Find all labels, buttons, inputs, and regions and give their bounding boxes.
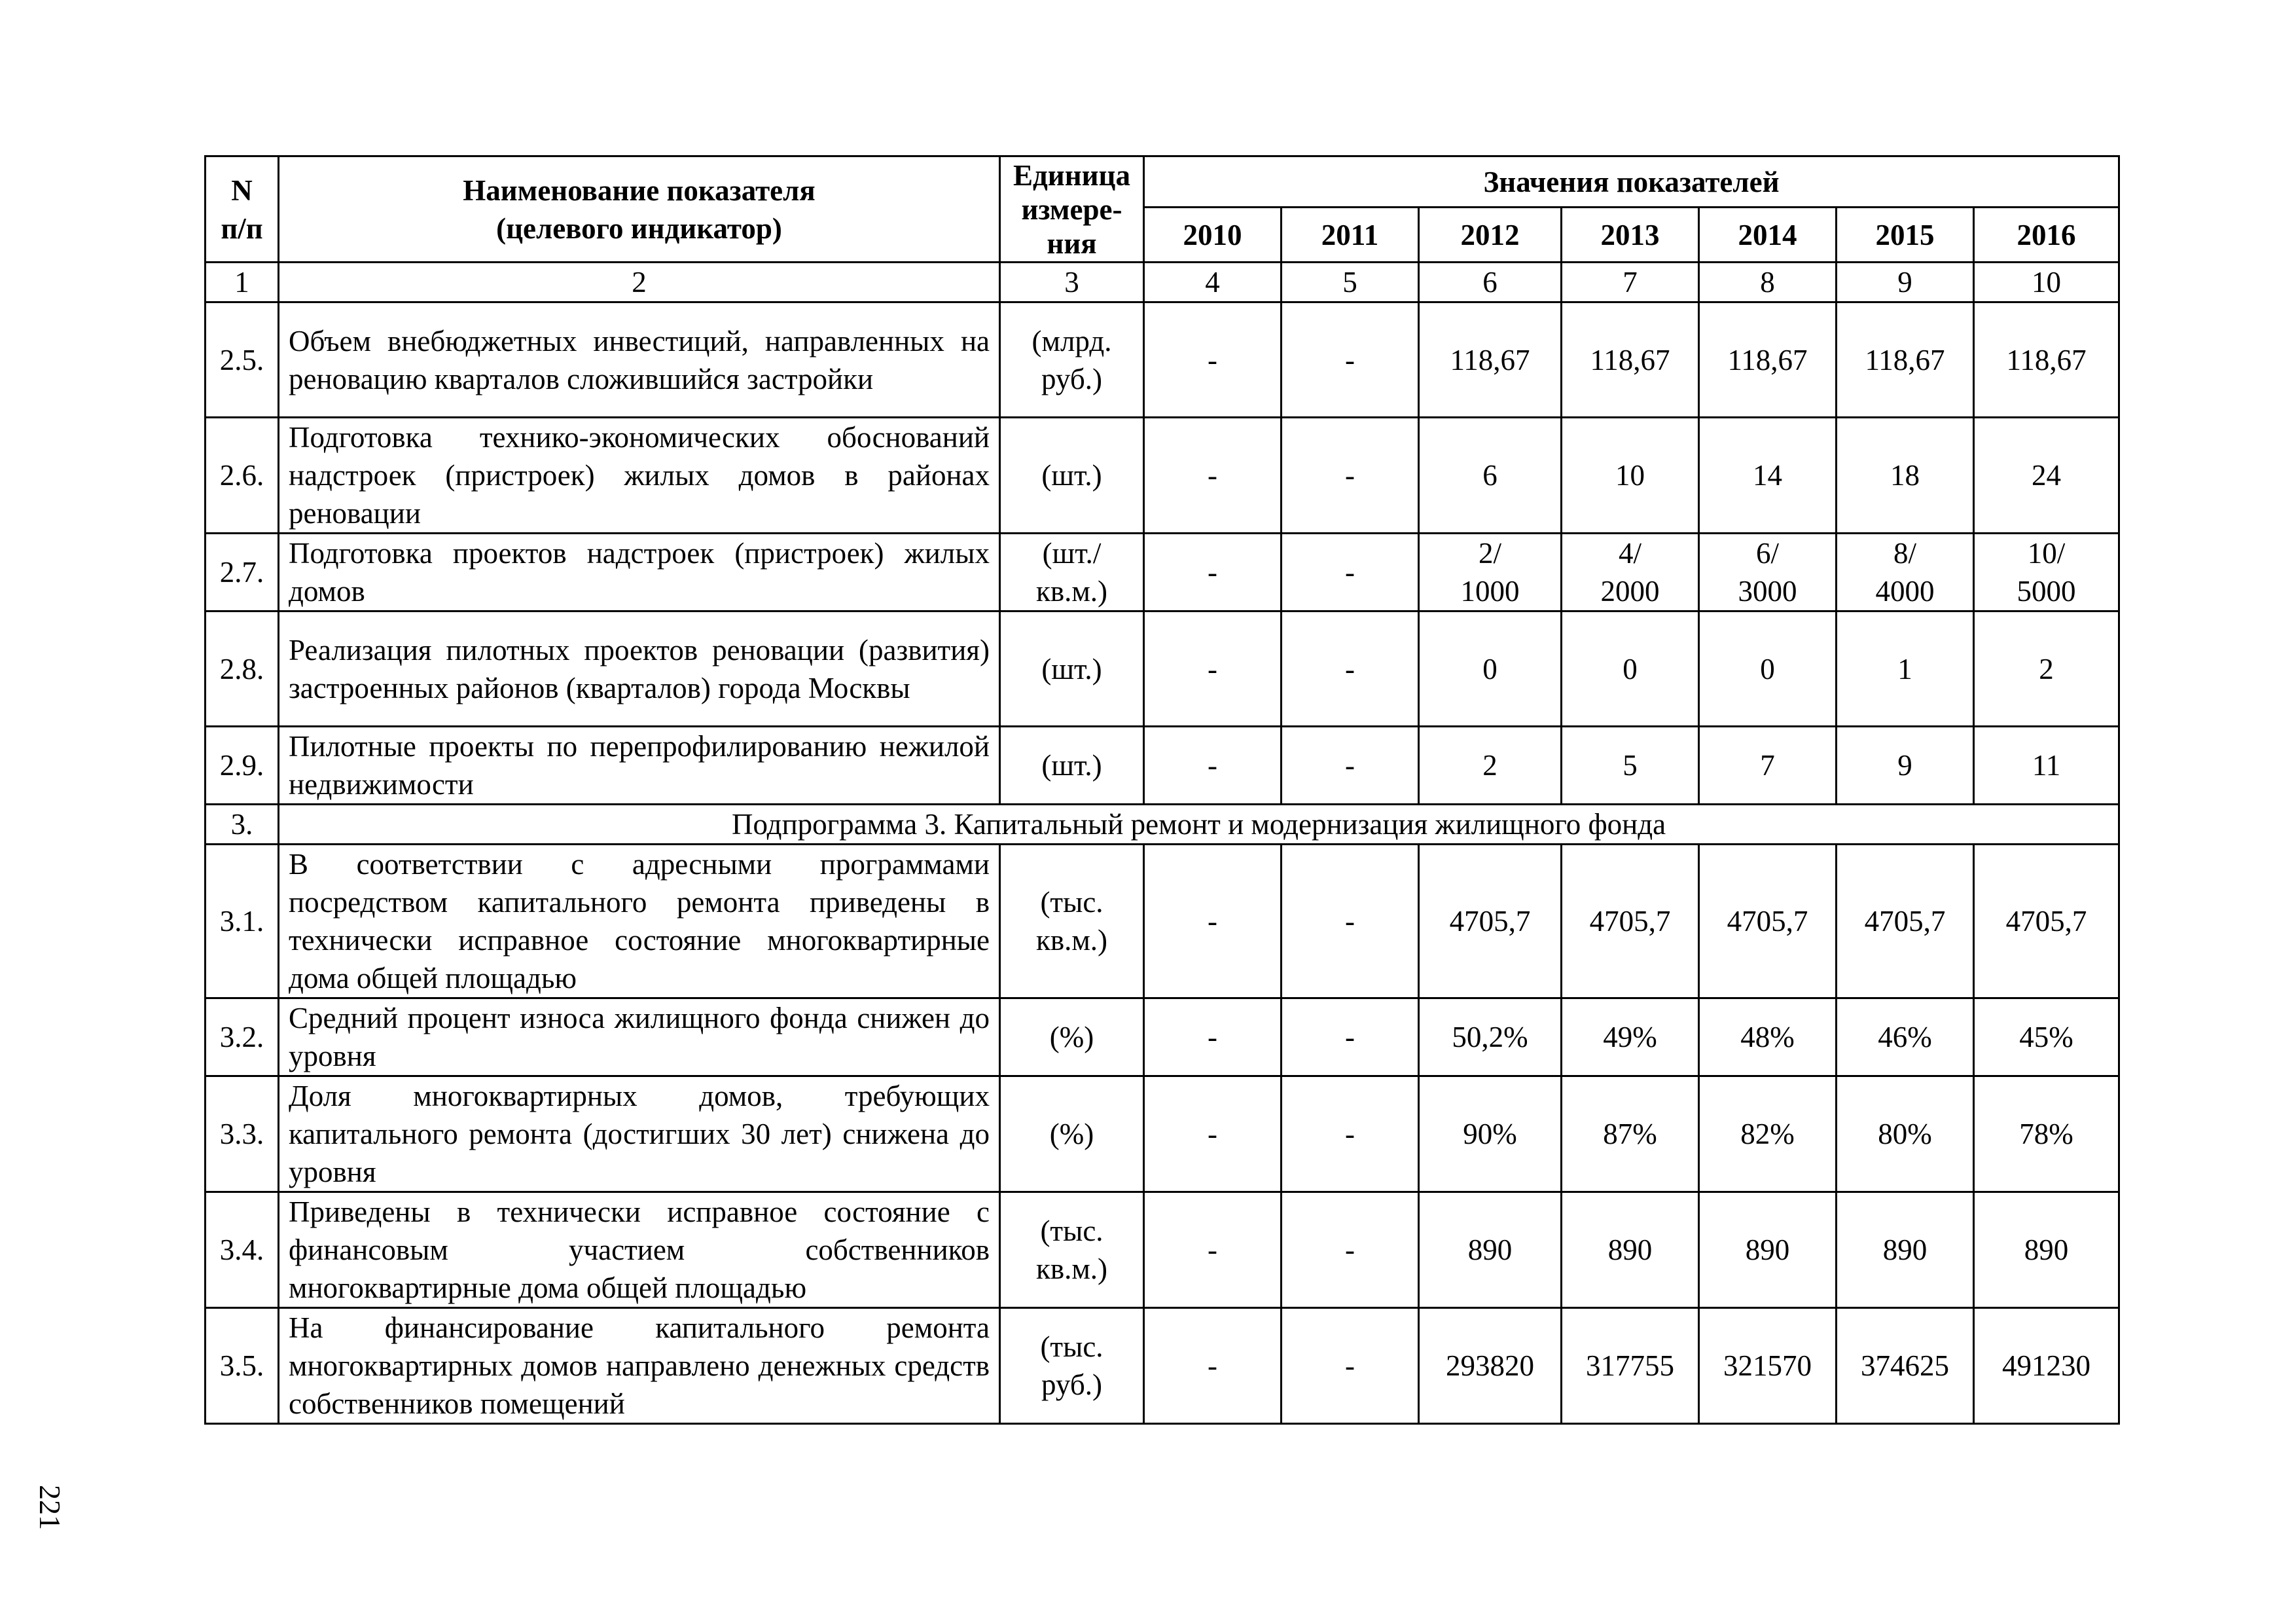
row-value: - <box>1282 727 1419 805</box>
row-name: В соответствии с адресными программами посредством капитального ремонта приведены в технически исправное состояние многоквартирные дома общей площадью <box>279 845 1000 998</box>
row-value: 317755 <box>1562 1308 1699 1424</box>
row-value: 491230 <box>1974 1308 2119 1424</box>
indicators-table <box>204 155 2120 1425</box>
row-name: Средний процент износа жилищного фонда снижен до уровня <box>279 998 1000 1076</box>
header-num: N п/п <box>206 156 279 263</box>
row-value: - <box>1282 845 1419 998</box>
row-value: - <box>1144 727 1282 805</box>
row-value: - <box>1282 611 1419 727</box>
row-value: - <box>1282 302 1419 418</box>
row-value: - <box>1144 611 1282 727</box>
column-number: 9 <box>1837 263 1974 302</box>
column-number: 4 <box>1144 263 1282 302</box>
row-value: 1 <box>1837 611 1974 727</box>
row-name: Приведены в технически исправное состояние с финансовым участием собственников многоквартирные дома общей площадью <box>279 1192 1000 1308</box>
row-number: 3.4. <box>206 1192 279 1308</box>
table-row <box>206 534 2119 611</box>
row-value: - <box>1282 1192 1419 1308</box>
row-value: - <box>1144 302 1282 418</box>
table-row <box>206 998 2119 1076</box>
row-value: - <box>1144 1076 1282 1192</box>
row-unit: (шт.) <box>1000 611 1144 727</box>
row-name: Объем внебюджетных инвестиций, направленных на реновацию кварталов сложившийся застройки <box>279 302 1000 418</box>
row-number: 3.1. <box>206 845 279 998</box>
row-value: 45% <box>1974 998 2119 1076</box>
row-name: Реализация пилотных проектов реновации (развития) застроенных районов (кварталов) города Москвы <box>279 611 1000 727</box>
row-value: 11 <box>1974 727 2119 805</box>
column-numbers-row <box>206 263 2119 302</box>
row-name: Подготовка проектов надстроек (пристроек) жилых домов <box>279 534 1000 611</box>
column-number: 10 <box>1974 263 2119 302</box>
row-value: 4705,7 <box>1699 845 1837 998</box>
row-name: Пилотные проекты по перепрофилированию нежилой недвижимости <box>279 727 1000 805</box>
table-row <box>206 1192 2119 1308</box>
row-value: 10 <box>1562 418 1699 534</box>
row-value: 118,67 <box>1974 302 2119 418</box>
header-year: 2016 <box>1974 208 2119 263</box>
row-number: 3.2. <box>206 998 279 1076</box>
row-value: 890 <box>1699 1192 1837 1308</box>
row-number: 3.3. <box>206 1076 279 1192</box>
row-value: - <box>1144 418 1282 534</box>
row-value: 0 <box>1562 611 1699 727</box>
section-3 <box>206 805 2119 845</box>
row-value: 890 <box>1419 1192 1562 1308</box>
row-value: - <box>1144 845 1282 998</box>
row-value: - <box>1144 534 1282 611</box>
column-number: 2 <box>279 263 1000 302</box>
row-name: Подготовка технико-экономических обоснований надстроек (пристроек) жилых домов в районах реновации <box>279 418 1000 534</box>
row-value: 6 <box>1419 418 1562 534</box>
row-value: 890 <box>1974 1192 2119 1308</box>
row-value: 4705,7 <box>1562 845 1699 998</box>
row-value: 4/ 2000 <box>1562 534 1699 611</box>
row-number: 2.9. <box>206 727 279 805</box>
row-value: 890 <box>1837 1192 1974 1308</box>
row-value: 118,67 <box>1837 302 1974 418</box>
row-unit: (шт./ кв.м.) <box>1000 534 1144 611</box>
row-unit: (тыс. кв.м.) <box>1000 845 1144 998</box>
table-row <box>206 418 2119 534</box>
section-number: 3. <box>206 805 279 845</box>
row-value: 24 <box>1974 418 2119 534</box>
row-value: 48% <box>1699 998 1837 1076</box>
row-value: 82% <box>1699 1076 1837 1192</box>
row-unit: (шт.) <box>1000 727 1144 805</box>
header-values: Значения показателей <box>1144 156 2119 208</box>
row-value: 10/ 5000 <box>1974 534 2119 611</box>
row-unit: (шт.) <box>1000 418 1144 534</box>
row-value: 8/ 4000 <box>1837 534 1974 611</box>
row-value: - <box>1282 1076 1419 1192</box>
row-value: 4705,7 <box>1837 845 1974 998</box>
header-year: 2012 <box>1419 208 1562 263</box>
row-value: 90% <box>1419 1076 1562 1192</box>
header-row <box>206 156 2119 208</box>
row-value: 78% <box>1974 1076 2119 1192</box>
row-value: 9 <box>1837 727 1974 805</box>
row-unit: (тыс. кв.м.) <box>1000 1192 1144 1308</box>
row-name: Доля многоквартирных домов, требующих капитального ремонта (достигших 30 лет) снижена до уровня <box>279 1076 1000 1192</box>
column-number: 6 <box>1419 263 1562 302</box>
row-number: 2.6. <box>206 418 279 534</box>
header-name: Наименование показателя (целевого индикатор) <box>279 156 1000 263</box>
row-value: - <box>1282 1308 1419 1424</box>
header-year: 2015 <box>1837 208 1974 263</box>
row-value: 14 <box>1699 418 1837 534</box>
row-number: 2.8. <box>206 611 279 727</box>
row-value: 118,67 <box>1419 302 1562 418</box>
row-value: 118,67 <box>1562 302 1699 418</box>
row-value: 46% <box>1837 998 1974 1076</box>
row-number: 2.7. <box>206 534 279 611</box>
header-unit: Единица измере- ния <box>1000 156 1144 263</box>
row-value: 0 <box>1419 611 1562 727</box>
row-value: 5 <box>1562 727 1699 805</box>
row-unit: (%) <box>1000 1076 1144 1192</box>
header-year: 2014 <box>1699 208 1837 263</box>
row-value: 118,67 <box>1699 302 1837 418</box>
rows-subprogram-3 <box>206 845 2119 1424</box>
row-number: 3.5. <box>206 1308 279 1424</box>
row-value: 890 <box>1562 1192 1699 1308</box>
column-number: 5 <box>1282 263 1419 302</box>
table-row <box>206 1308 2119 1424</box>
row-value: 4705,7 <box>1974 845 2119 998</box>
row-value: 80% <box>1837 1076 1974 1192</box>
row-value: 2 <box>1419 727 1562 805</box>
row-unit: (тыс. руб.) <box>1000 1308 1144 1424</box>
row-value: - <box>1282 998 1419 1076</box>
table-row <box>206 1076 2119 1192</box>
table-row <box>206 845 2119 998</box>
row-value: 321570 <box>1699 1308 1837 1424</box>
row-unit: (млрд. руб.) <box>1000 302 1144 418</box>
row-number: 2.5. <box>206 302 279 418</box>
row-value: - <box>1282 534 1419 611</box>
column-number: 3 <box>1000 263 1144 302</box>
row-value: 0 <box>1699 611 1837 727</box>
header-year: 2011 <box>1282 208 1419 263</box>
section-title: Подпрограмма 3. Капитальный ремонт и модернизация жилищного фонда <box>279 805 2119 845</box>
row-value: 49% <box>1562 998 1699 1076</box>
header-year: 2013 <box>1562 208 1699 263</box>
row-value: 293820 <box>1419 1308 1562 1424</box>
row-value: 87% <box>1562 1076 1699 1192</box>
table-row <box>206 302 2119 418</box>
row-value: 50,2% <box>1419 998 1562 1076</box>
section-row <box>206 805 2119 845</box>
header-year: 2010 <box>1144 208 1282 263</box>
row-value: - <box>1144 1192 1282 1308</box>
column-number: 8 <box>1699 263 1837 302</box>
row-value: 7 <box>1699 727 1837 805</box>
table-row <box>206 727 2119 805</box>
column-number: 1 <box>206 263 279 302</box>
row-value: 6/ 3000 <box>1699 534 1837 611</box>
row-value: 374625 <box>1837 1308 1974 1424</box>
row-value: - <box>1144 998 1282 1076</box>
row-value: 4705,7 <box>1419 845 1562 998</box>
row-value: - <box>1282 418 1419 534</box>
row-unit: (%) <box>1000 998 1144 1076</box>
row-name: На финансирование капитального ремонта многоквартирных домов направлено денежных средств собственников помещений <box>279 1308 1000 1424</box>
table-row <box>206 611 2119 727</box>
row-value: 2/ 1000 <box>1419 534 1562 611</box>
rows-subprogram-2 <box>206 302 2119 805</box>
row-value: 2 <box>1974 611 2119 727</box>
column-number: 7 <box>1562 263 1699 302</box>
page-number: 221 <box>33 1485 67 1530</box>
row-value: 18 <box>1837 418 1974 534</box>
row-value: - <box>1144 1308 1282 1424</box>
